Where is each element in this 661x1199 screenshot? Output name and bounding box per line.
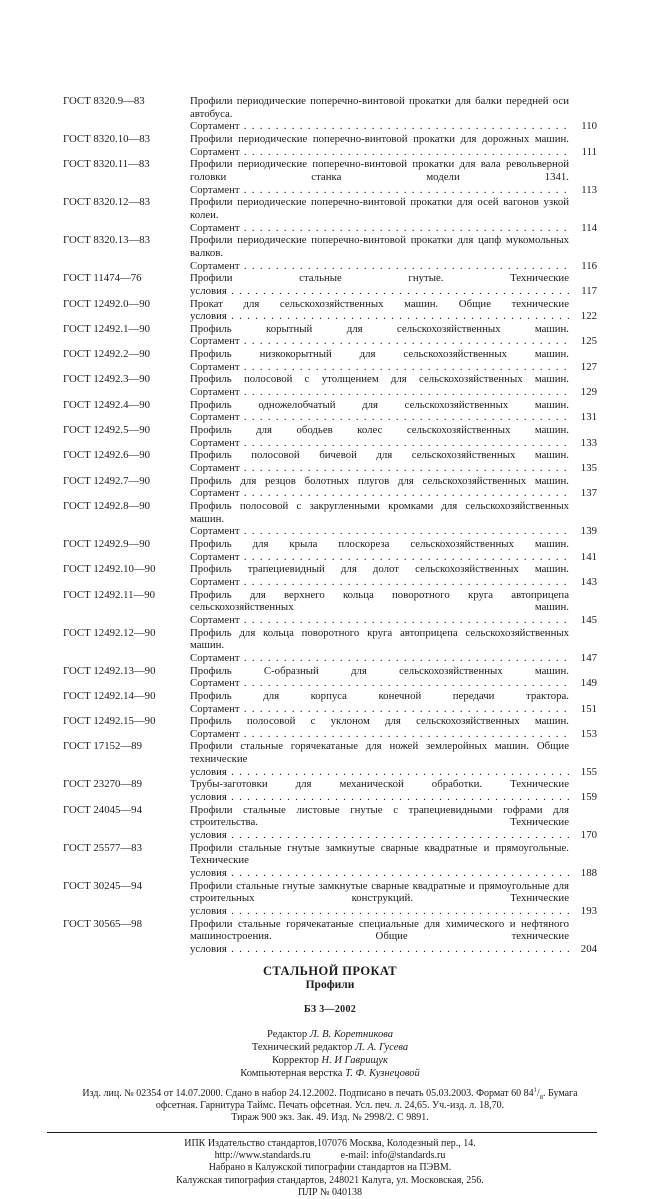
- entry-page-number: 143: [580, 575, 597, 588]
- dot-leader: [240, 437, 569, 449]
- license-number: ПЛР № 040138: [297, 1187, 363, 1199]
- toc-entry: [63, 715, 597, 740]
- dot-leader: [240, 487, 569, 499]
- dot-leader: [240, 677, 569, 689]
- gost-number: ГОСТ 12492.14—90: [63, 689, 156, 702]
- entry-description: [190, 373, 569, 398]
- entry-description: [190, 627, 569, 665]
- entry-page-number: 145: [580, 613, 597, 626]
- publisher-email: e-mail: info@standards.ru: [340, 1150, 446, 1162]
- gost-number: ГОСТ 12492.6—90: [63, 449, 151, 462]
- entry-description: [190, 589, 569, 627]
- dot-leader: [240, 728, 569, 740]
- entry-description-text: Профиль полосовой с утолщением для сельскохозяйственных машин. Сортамент: [190, 373, 569, 399]
- credit-line: [63, 1028, 597, 1041]
- divider-rule: [47, 1132, 597, 1133]
- credit-name: Н. И Гаврищук: [321, 1054, 388, 1066]
- publisher-address: ИПК Издательство стандартов,107076 Москва, Колодезный пер., 14.: [184, 1137, 476, 1149]
- entry-page-number: 137: [580, 487, 597, 500]
- entry-description-text: Профили периодические поперечно-винтовой прокатки для балки передней оси автобуса. Сортамент: [190, 95, 569, 133]
- publisher-url: http://www.standards.ru: [214, 1150, 311, 1162]
- credit-role: Корректор: [272, 1054, 319, 1066]
- gost-number: ГОСТ 8320.10—83: [63, 132, 151, 145]
- entry-description-text: Профили периодические поперечно-винтовой прокатки для дорожных машин. Сортамент: [190, 132, 569, 158]
- gost-number: ГОСТ 12492.5—90: [63, 424, 151, 437]
- entry-page-number: 127: [580, 360, 597, 373]
- dot-leader: [227, 829, 569, 841]
- gost-number: ГОСТ 8320.12—83: [63, 196, 151, 209]
- gost-number: ГОСТ 12492.11—90: [63, 588, 156, 601]
- dot-leader: [240, 146, 569, 158]
- entry-page-number: 133: [580, 436, 597, 449]
- toc-entry: [63, 665, 597, 690]
- gost-number: ГОСТ 12492.4—90: [63, 398, 151, 411]
- toc-entry: [63, 627, 597, 665]
- toc-entry: [63, 298, 597, 323]
- entry-description-text: Профиль С-образный для сельскохозяйственных машин. Сортамент: [190, 664, 569, 690]
- gost-number: ГОСТ 12492.3—90: [63, 373, 151, 386]
- entry-description-text: Профили периодические поперечно-винтовой прокатки для вала револьверной головки станка модели 1341. Сортамент: [190, 158, 569, 196]
- dot-leader: [227, 791, 569, 803]
- dot-leader: [227, 905, 569, 917]
- entry-description: [190, 918, 569, 956]
- toc-entry: [63, 538, 597, 563]
- entry-description-text: Профили стальные гнутые. Технические условия: [190, 272, 569, 297]
- gost-number: ГОСТ 30245—94: [63, 879, 142, 892]
- entry-page-number: 125: [580, 335, 597, 348]
- table-of-contents: [63, 95, 597, 956]
- dot-leader: [240, 525, 569, 537]
- entry-page-number: 188: [580, 867, 597, 880]
- imprint-line-3: Тираж 900 экз. Зак. 49. Изд. № 2998/2. С 9891.: [231, 1112, 429, 1124]
- entry-description-text: Профили стальные гнутые замкнутые сварные квадратные и прямоугольные для строительных конструкций. Технические условия: [190, 879, 569, 917]
- printer-address: Калужская типография стандартов, 248021 Калуга, ул. Московская, 256.: [176, 1174, 484, 1186]
- entry-description-text: Профиль полосовой бичевой для сельскохозяйственных машин. Сортамент: [190, 449, 569, 475]
- gost-number: ГОСТ 12492.10—90: [63, 563, 156, 576]
- gost-number: ГОСТ 24045—94: [63, 803, 142, 816]
- toc-entry: [63, 449, 597, 474]
- entry-page-number: 122: [580, 310, 597, 323]
- dot-leader: [240, 576, 569, 588]
- toc-entry: [63, 918, 597, 956]
- dot-leader: [227, 285, 569, 297]
- gost-number: ГОСТ 12492.1—90: [63, 322, 151, 335]
- entry-page-number: 135: [580, 462, 597, 475]
- entry-description-text: Профиль для верхнего кольца поворотного круга автоприцепа сельскохозяйственных машин. Сортамент: [190, 588, 569, 626]
- credit-line: [63, 1054, 597, 1067]
- entry-page-number: 155: [580, 765, 597, 778]
- dot-leader: [240, 411, 569, 423]
- entry-description: [190, 196, 569, 234]
- entry-description: [190, 715, 569, 740]
- format-slash: /: [536, 1087, 540, 1099]
- toc-entry: [63, 348, 597, 373]
- gost-number: ГОСТ 12492.0—90: [63, 297, 151, 310]
- entry-page-number: 131: [580, 411, 597, 424]
- entry-description-text: Профиль корытный для сельскохозяйственных машин. Сортамент: [190, 322, 569, 348]
- entry-description: [190, 665, 569, 690]
- credit-line: [63, 1067, 597, 1080]
- publisher-block: [43, 1138, 617, 1199]
- entry-description-text: Профиль трапециевидный для долот сельскохозяйственных машин. Сортамент: [190, 563, 569, 588]
- entry-description: [190, 95, 569, 133]
- dot-leader: [240, 260, 569, 272]
- entry-description-text: Трубы-заготовки для механической обработки. Технические условия: [190, 778, 569, 804]
- entry-description-text: Профиль для кольца поворотного круга автоприцепа сельскохозяйственных машин. Сортамент: [190, 626, 569, 664]
- toc-entry: [63, 234, 597, 272]
- gost-number: ГОСТ 12492.7—90: [63, 474, 151, 487]
- gost-number: ГОСТ 12492.12—90: [63, 626, 156, 639]
- dot-leader: [240, 120, 569, 132]
- entry-description-text: Профили стальные горячекатаные для ножей землеройных машин. Общие технические условия: [190, 740, 569, 778]
- toc-entry: [63, 500, 597, 538]
- entry-page-number: 193: [580, 905, 597, 917]
- typeset-note: Набрано в Калужской типографии стандартов на ПЭВМ.: [208, 1162, 452, 1174]
- entry-description-text: Профиль для резцов болотных плугов для сельскохозяйственных машин. Сортамент: [190, 474, 569, 500]
- dot-leader: [240, 386, 569, 398]
- gost-number: ГОСТ 12492.8—90: [63, 500, 151, 512]
- gost-number: ГОСТ 11474—76: [63, 272, 142, 285]
- toc-entry: [63, 804, 597, 842]
- entry-description: [190, 323, 569, 348]
- gost-number: ГОСТ 30565—98: [63, 917, 142, 930]
- entry-description: [190, 272, 569, 297]
- toc-entry: [63, 399, 597, 424]
- entry-page-number: 159: [580, 791, 597, 804]
- entry-description-text: Профили стальные горячекатаные специальные для химического и нефтяного машиностроения. Общие технические условия: [190, 917, 569, 955]
- entry-page-number: 141: [580, 550, 597, 563]
- toc-entry: [63, 563, 597, 588]
- imprint-line-1-text: Изд. лиц. № 02354 от 14.07.2000. Сдано в набор 24.12.2002. Подписано в печать 05.03.2003. Формат 60 84: [82, 1087, 534, 1099]
- gost-number: ГОСТ 12492.9—90: [63, 537, 151, 550]
- entry-description-text: Профили периодические поперечно-винтовой прокатки для цапф мукомольных валков. Сортамент: [190, 234, 569, 272]
- toc-entry: [63, 95, 597, 133]
- credit-name: Т. Ф. Кузнецовой: [345, 1067, 420, 1079]
- toc-entry: [63, 778, 597, 803]
- entry-page-number: 117: [581, 284, 597, 297]
- entry-description: [190, 234, 569, 272]
- toc-entry: [63, 323, 597, 348]
- toc-entry: [63, 740, 597, 778]
- publisher-contact-line: [43, 1150, 617, 1162]
- imprint-block: [34, 1088, 626, 1125]
- toc-entry: [63, 842, 597, 880]
- credit-name: Л. В. Коретникова: [309, 1028, 393, 1040]
- entry-description: [190, 740, 569, 778]
- dot-leader: [240, 652, 569, 664]
- gost-number: ГОСТ 12492.15—90: [63, 715, 156, 728]
- entry-description: [190, 348, 569, 373]
- entry-description-text: Профиль полосовой с закругленными кромками для сельскохозяйственных машин. Сортамент: [190, 500, 569, 538]
- dot-leader: [227, 310, 569, 322]
- dot-leader: [227, 766, 569, 778]
- credit-role: Редактор: [267, 1028, 308, 1040]
- entry-page-number: 149: [580, 677, 597, 690]
- credit-role: Компьютерная верстка: [240, 1067, 343, 1079]
- entry-description-text: Профиль одножелобчатый для сельскохозяйственных машин. Сортамент: [190, 398, 569, 424]
- toc-entry: [63, 589, 597, 627]
- entry-description-text: Профиль для ободьев колес сельскохозяйственных машин. Сортамент: [190, 424, 569, 449]
- gost-number: ГОСТ 12492.2—90: [63, 348, 151, 361]
- format-subscript: 8: [539, 1093, 543, 1101]
- entry-description-text: Профили стальные гнутые замкнутые сварные квадратные и прямоугольные. Технические условия: [190, 841, 569, 880]
- imprint-line-2: офсетная. Гарнитура Таймс. Печать офсетная. Усл. печ. л. 24,65. Уч.-изд. л. 18,70.: [155, 1100, 505, 1112]
- gost-number: ГОСТ 8320.13—83: [63, 234, 151, 247]
- entry-description: [190, 538, 569, 563]
- entry-page-number: 139: [580, 525, 597, 538]
- dot-leader: [240, 335, 569, 347]
- entry-description: [190, 500, 569, 538]
- toc-entry: [63, 475, 597, 500]
- entry-description-text: Профиль низкокорытный для сельскохозяйственных машин. Сортамент: [190, 348, 569, 373]
- format-superscript: 1: [533, 1086, 537, 1094]
- entry-page-number: 113: [581, 183, 597, 196]
- toc-entry: [63, 690, 597, 715]
- entry-description-text: Профили периодические поперечно-винтовой прокатки для осей вагонов узкой колеи. Сортамент: [190, 196, 569, 234]
- entry-description: [190, 158, 569, 196]
- entry-description-text: Профиль для крыла плоскореза сельскохозяйственных машин. Сортамент: [190, 537, 569, 563]
- credit-role: Технический редактор: [251, 1041, 353, 1053]
- toc-entry: [63, 272, 597, 297]
- gost-number: ГОСТ 17152—89: [63, 740, 142, 753]
- entry-description-text: Прокат для сельскохозяйственных машин. Общие технические условия: [190, 297, 569, 323]
- dot-leader: [240, 184, 569, 196]
- imprint-line-1: [34, 1088, 626, 1100]
- entry-description: [190, 475, 569, 500]
- dot-leader: [240, 551, 569, 563]
- entry-page-number: 110: [581, 120, 597, 133]
- toc-entry: [63, 880, 597, 918]
- toc-entry: [63, 158, 597, 196]
- document-subtitle: Профили: [305, 978, 355, 991]
- dot-leader: [227, 943, 569, 955]
- credit-name: Л. А. Гусева: [355, 1041, 409, 1053]
- entry-page-number: 153: [580, 727, 597, 740]
- entry-description-text: Профиль полосовой с уклоном для сельскохозяйственных машин. Сортамент: [190, 715, 569, 740]
- toc-entry: [63, 196, 597, 234]
- entry-description: [190, 399, 569, 424]
- entry-description: [190, 804, 569, 842]
- entry-page-number: 204: [580, 942, 597, 955]
- entry-page-number: 111: [581, 145, 597, 158]
- entry-description: [190, 690, 569, 715]
- gost-number: ГОСТ 25577—83: [63, 841, 142, 854]
- entry-description: [190, 778, 569, 803]
- entry-description: [190, 880, 569, 918]
- entry-description-text: Профили стальные листовые гнутые с трапециевидными гофрами для строительства. Технические условия: [190, 803, 569, 842]
- entry-page-number: 151: [580, 702, 597, 715]
- title-block: [63, 964, 597, 1080]
- entry-description: [190, 424, 569, 449]
- entry-page-number: 170: [580, 829, 597, 842]
- dot-leader: [227, 867, 569, 879]
- entry-page-number: 147: [580, 651, 597, 664]
- edition-code: БЗ 3—2002: [303, 1003, 357, 1015]
- entry-page-number: 129: [580, 386, 597, 399]
- credit-line: [63, 1041, 597, 1054]
- entry-description: [190, 133, 569, 158]
- dot-leader: [240, 222, 569, 234]
- imprint-line-1-tail: . Бумага: [542, 1087, 578, 1099]
- toc-entry: [63, 424, 597, 449]
- gost-number: ГОСТ 8320.9—83: [63, 95, 145, 107]
- dot-leader: [240, 703, 569, 715]
- entry-description: [190, 449, 569, 474]
- gost-number: ГОСТ 8320.11—83: [63, 158, 150, 171]
- entry-description: [190, 563, 569, 588]
- entry-description-text: Профиль для корпуса конечной передачи трактора. Сортамент: [190, 689, 569, 715]
- entry-description: [190, 298, 569, 323]
- toc-entry: [63, 373, 597, 398]
- entry-page-number: 114: [581, 221, 597, 234]
- toc-entry: [63, 133, 597, 158]
- dot-leader: [240, 614, 569, 626]
- credits-block: [63, 1028, 597, 1080]
- entry-description: [190, 842, 569, 880]
- gost-number: ГОСТ 23270—89: [63, 778, 142, 791]
- dot-leader: [240, 462, 569, 474]
- gost-number: ГОСТ 12492.13—90: [63, 664, 156, 677]
- entry-page-number: 116: [581, 259, 597, 272]
- document-title: СТАЛЬНОЙ ПРОКАТ: [263, 963, 397, 978]
- dot-leader: [240, 361, 569, 373]
